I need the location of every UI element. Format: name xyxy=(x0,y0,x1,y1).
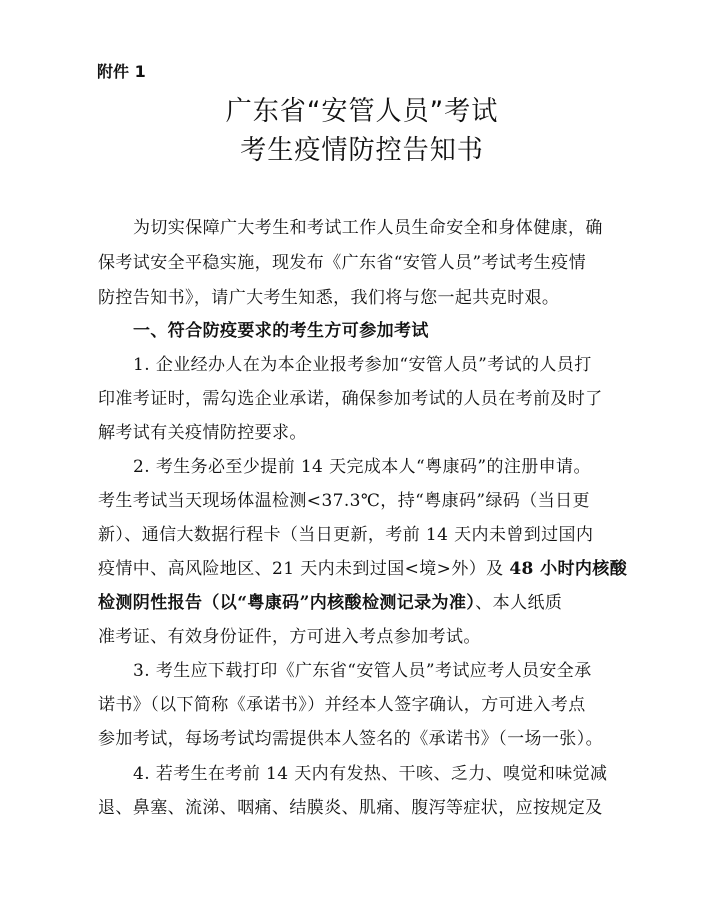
item-2-line-5 xyxy=(98,591,562,615)
item-2-line-6: 准考证、有效身份证件，方可进入考点参加考试。 xyxy=(98,627,481,647)
item-2-line-4 xyxy=(98,557,627,581)
title-line-2: 考生疫情防控告知书 xyxy=(240,135,484,166)
attachment-label: 附件 1 xyxy=(97,62,146,81)
item-2-line-5-bold: 检测阴性报告（以“粤康码”内核酸检测记录为准） xyxy=(98,593,476,613)
item-2-line-3: 新）、通信大数据行程卡（当日更新，考前 14 天内未曾到过国内 xyxy=(98,525,594,545)
item-2-line-2: 考生考试当天现场体温检测<37.3℃，持“粤康码”绿码（当日更 xyxy=(98,491,590,511)
title-line-1: 广东省“安管人员”考试 xyxy=(225,96,499,127)
section-1-heading: 一、符合防疫要求的考生方可参加考试 xyxy=(133,321,429,341)
intro-line-1: 为切实保障广大考生和考试工作人员生命安全和身体健康，确 xyxy=(133,218,603,238)
item-2-line-1: 2. 考生务必至少提前 14 天完成本人“粤康码”的注册申请。 xyxy=(133,457,591,477)
intro-line-3: 防控告知书》，请广大考生知悉，我们将与您一起共克时艰。 xyxy=(98,288,560,308)
item-3-line-2: 诺书》（以下简称《承诺书》）并经本人签字确认，方可进入考点 xyxy=(98,695,586,715)
item-3-line-3: 参加考试，每场考试均需提供本人签名的《承诺书》（一场一张）。 xyxy=(98,729,603,749)
item-2-line-4-bold: 48 小时内核酸 xyxy=(509,559,628,579)
item-1-line-3: 解考试有关疫情防控要求。 xyxy=(98,423,307,443)
item-2-line-5-text: 、本人纸质 xyxy=(475,593,563,613)
intro-line-2: 保考试安全平稳实施，现发布《广东省“安管人员”考试考生疫情 xyxy=(98,253,586,273)
item-3-line-1: 3. 考生应下载打印《广东省“安管人员”考试应考人员安全承 xyxy=(133,661,592,681)
item-4-line-1: 4. 若考生在考前 14 天内有发热、干咳、乏力、嗅觉和味觉减 xyxy=(133,764,608,784)
item-1-line-1: 1. 企业经办人在为本企业报考参加“安管人员”考试的人员打 xyxy=(133,355,592,375)
item-1-line-2: 印准考证时，需勾选企业承诺，确保参加考试的人员在考前及时了 xyxy=(98,389,603,409)
item-2-line-4-text: 疫情中、高风险地区、21 天内未到过国<境>外）及 xyxy=(98,559,510,579)
item-4-line-2: 退、鼻塞、流涕、咽痛、结膜炎、肌痛、腹泻等症状，应按规定及 xyxy=(98,798,603,818)
